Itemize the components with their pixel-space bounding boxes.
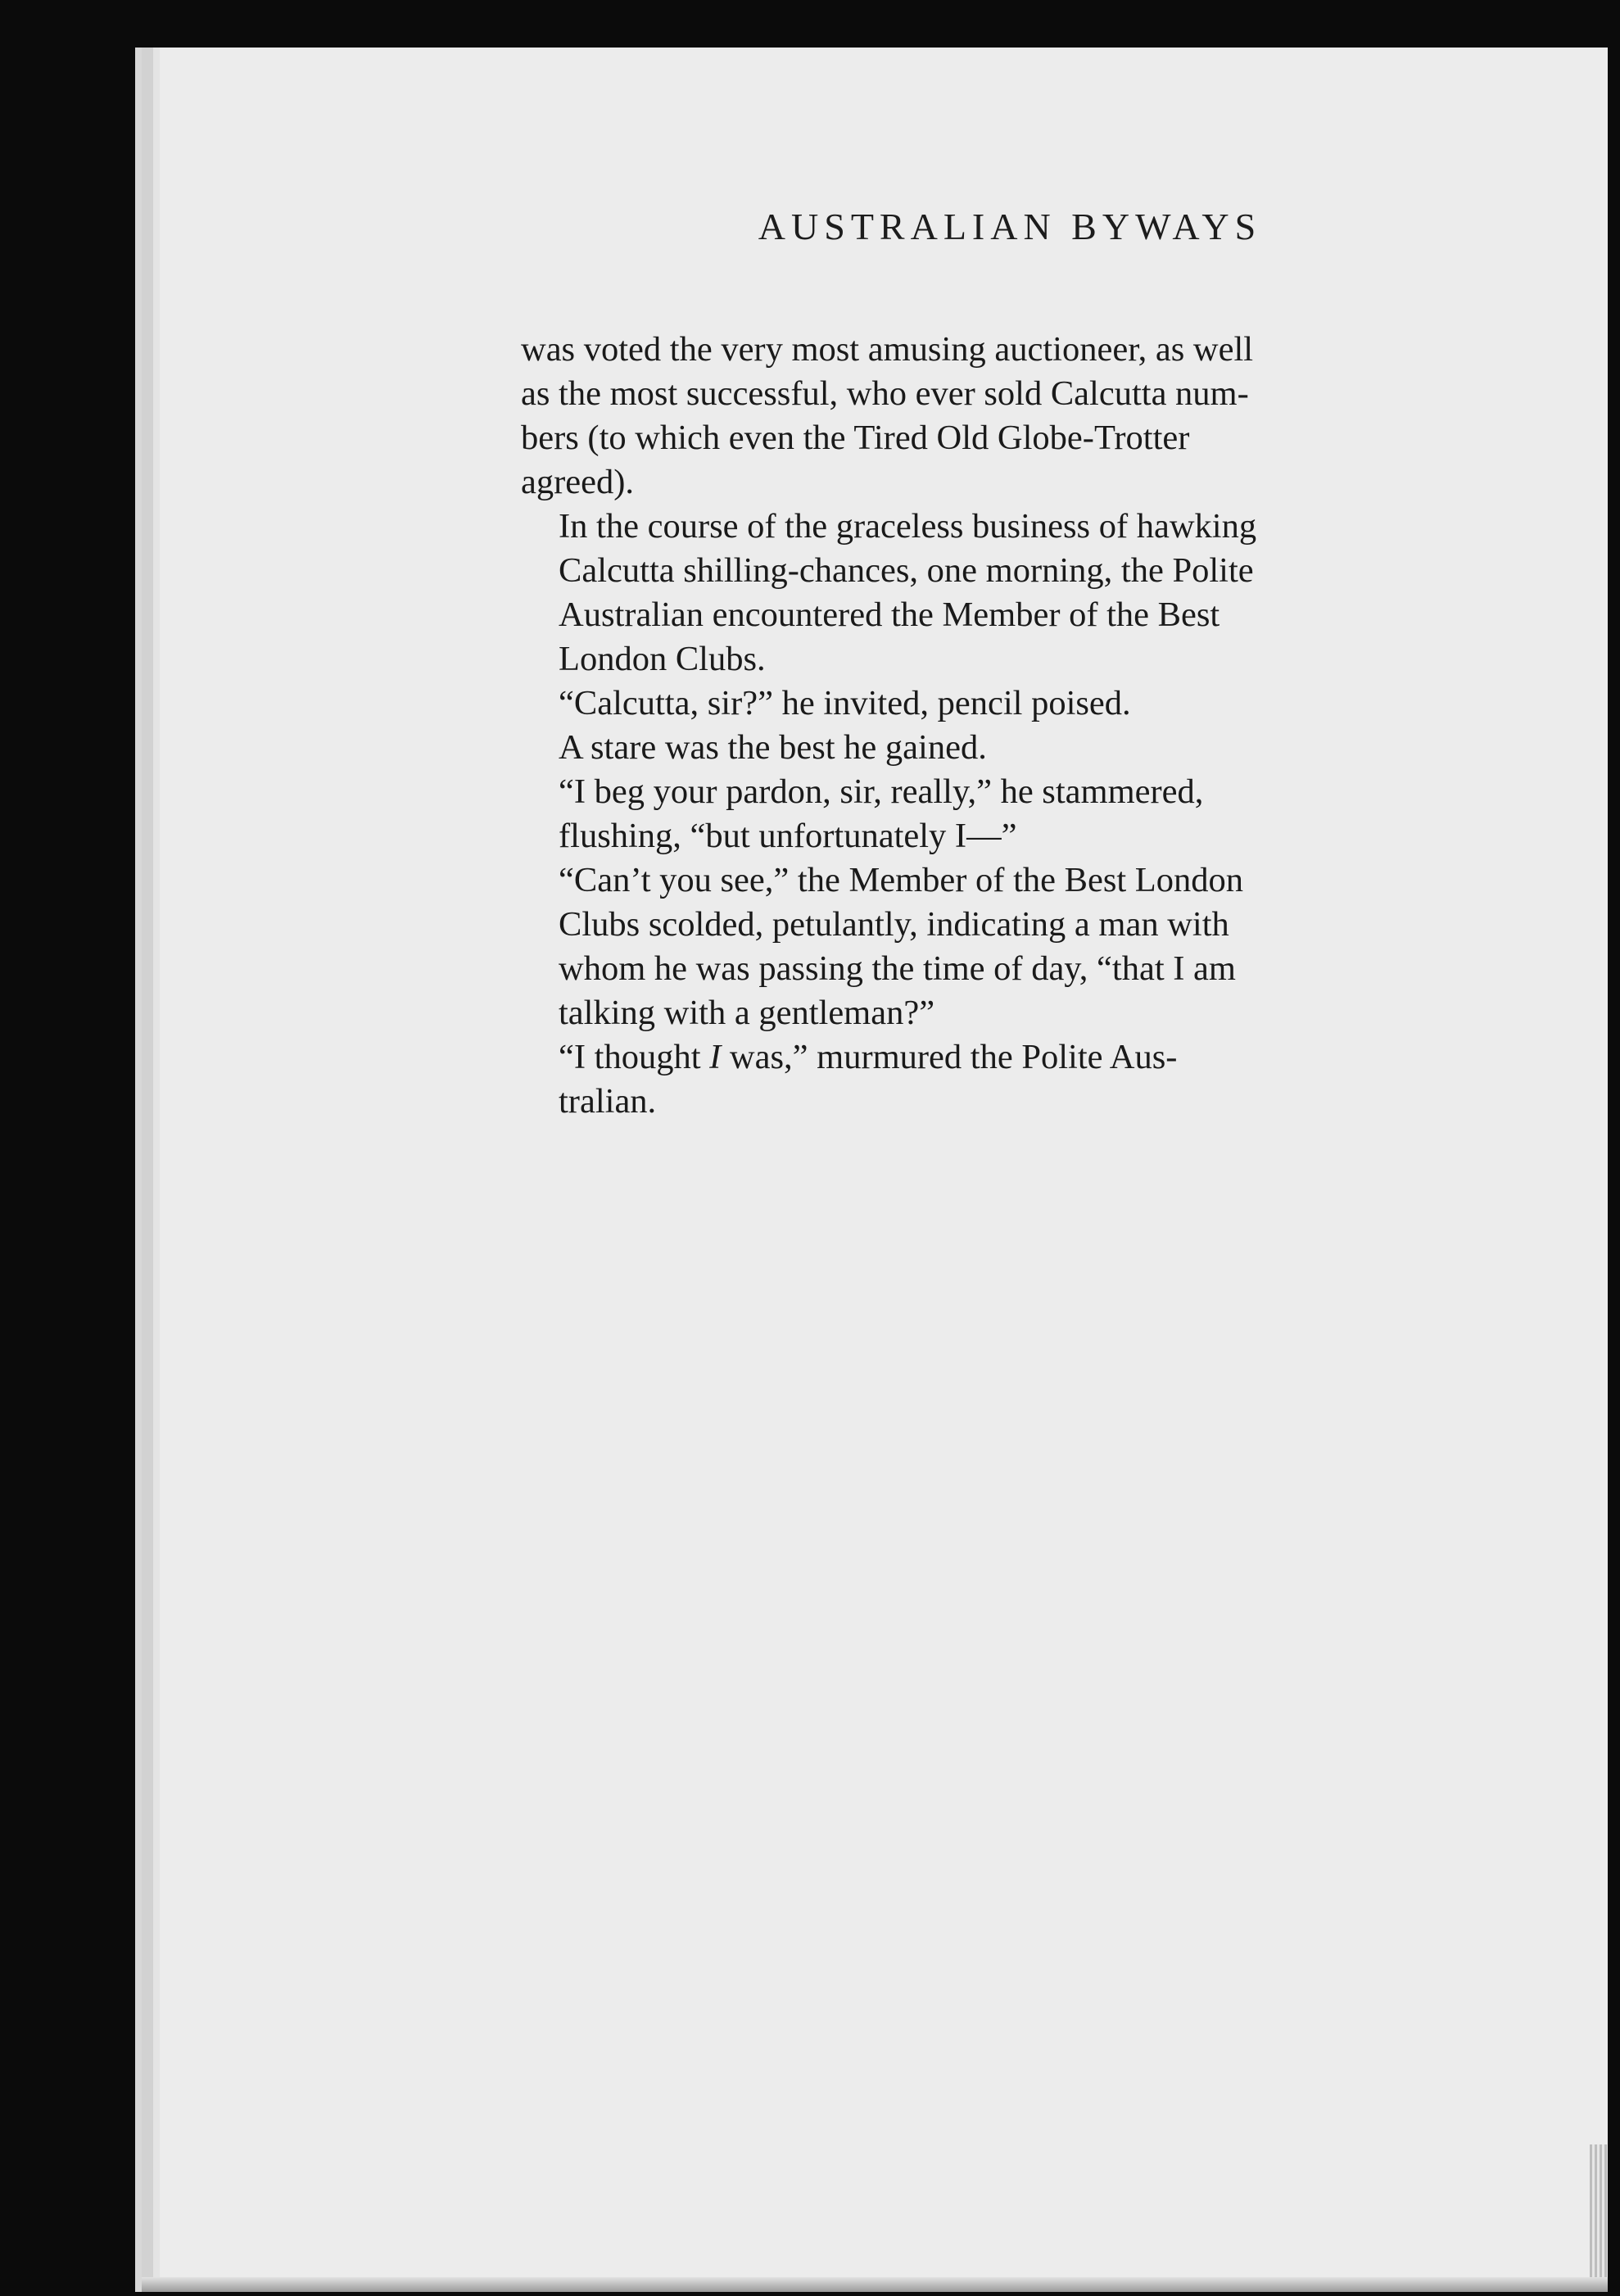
text-line: London Clubs. bbox=[559, 640, 766, 678]
running-head: AUSTRALIAN BYWAYS bbox=[758, 206, 1262, 247]
page-edge-right bbox=[1590, 2144, 1608, 2292]
text-line: Clubs scolded, petulantly, indicating a man with bbox=[559, 905, 1229, 944]
text-line: “Calcutta, sir?” he invited, pencil poised. bbox=[559, 684, 1131, 722]
text-line: tralian. bbox=[559, 1082, 657, 1121]
paragraph bbox=[521, 726, 1586, 770]
text-line: “Can’t you see,” the Member of the Best London bbox=[559, 861, 1244, 899]
body-text bbox=[521, 328, 1586, 1124]
text-line: Australian encountered the Member of the Best bbox=[559, 596, 1220, 634]
paragraph bbox=[521, 858, 1586, 1035]
text-line: was voted the very most amusing auctioneer, as well bbox=[521, 330, 1254, 369]
paragraph bbox=[521, 1035, 1586, 1124]
text-line: whom he was passing the time of day, “that I am bbox=[559, 949, 1236, 988]
text-line: flushing, “but unfortunately I—” bbox=[559, 817, 1017, 855]
text-line: A stare was the best he gained. bbox=[559, 728, 987, 767]
text-line: Calcutta shilling-chances, one morning, the Polite bbox=[559, 551, 1254, 590]
text-run: was,” murmured the Polite Aus- bbox=[721, 1038, 1178, 1076]
paragraph bbox=[521, 770, 1586, 858]
text-line: agreed). bbox=[521, 463, 635, 501]
italic-word: I bbox=[709, 1038, 722, 1076]
text-run: “I thought bbox=[559, 1038, 710, 1076]
text-line: as the most successful, who ever sold Calcutta num- bbox=[521, 374, 1249, 413]
paragraph bbox=[521, 682, 1586, 726]
paragraph bbox=[521, 505, 1586, 682]
text-line: “I beg your pardon, sir, really,” he stammered, bbox=[559, 772, 1204, 811]
paragraph bbox=[521, 328, 1586, 505]
page-edge-bottom bbox=[142, 2277, 1608, 2292]
book-page bbox=[135, 48, 1608, 2292]
text-line: bers (to which even the Tired Old Globe-Trotter bbox=[521, 419, 1190, 457]
text-line bbox=[521, 1035, 1586, 1080]
text-line: In the course of the graceless business of hawking bbox=[559, 507, 1257, 546]
text-line: talking with a gentleman?” bbox=[559, 994, 935, 1032]
